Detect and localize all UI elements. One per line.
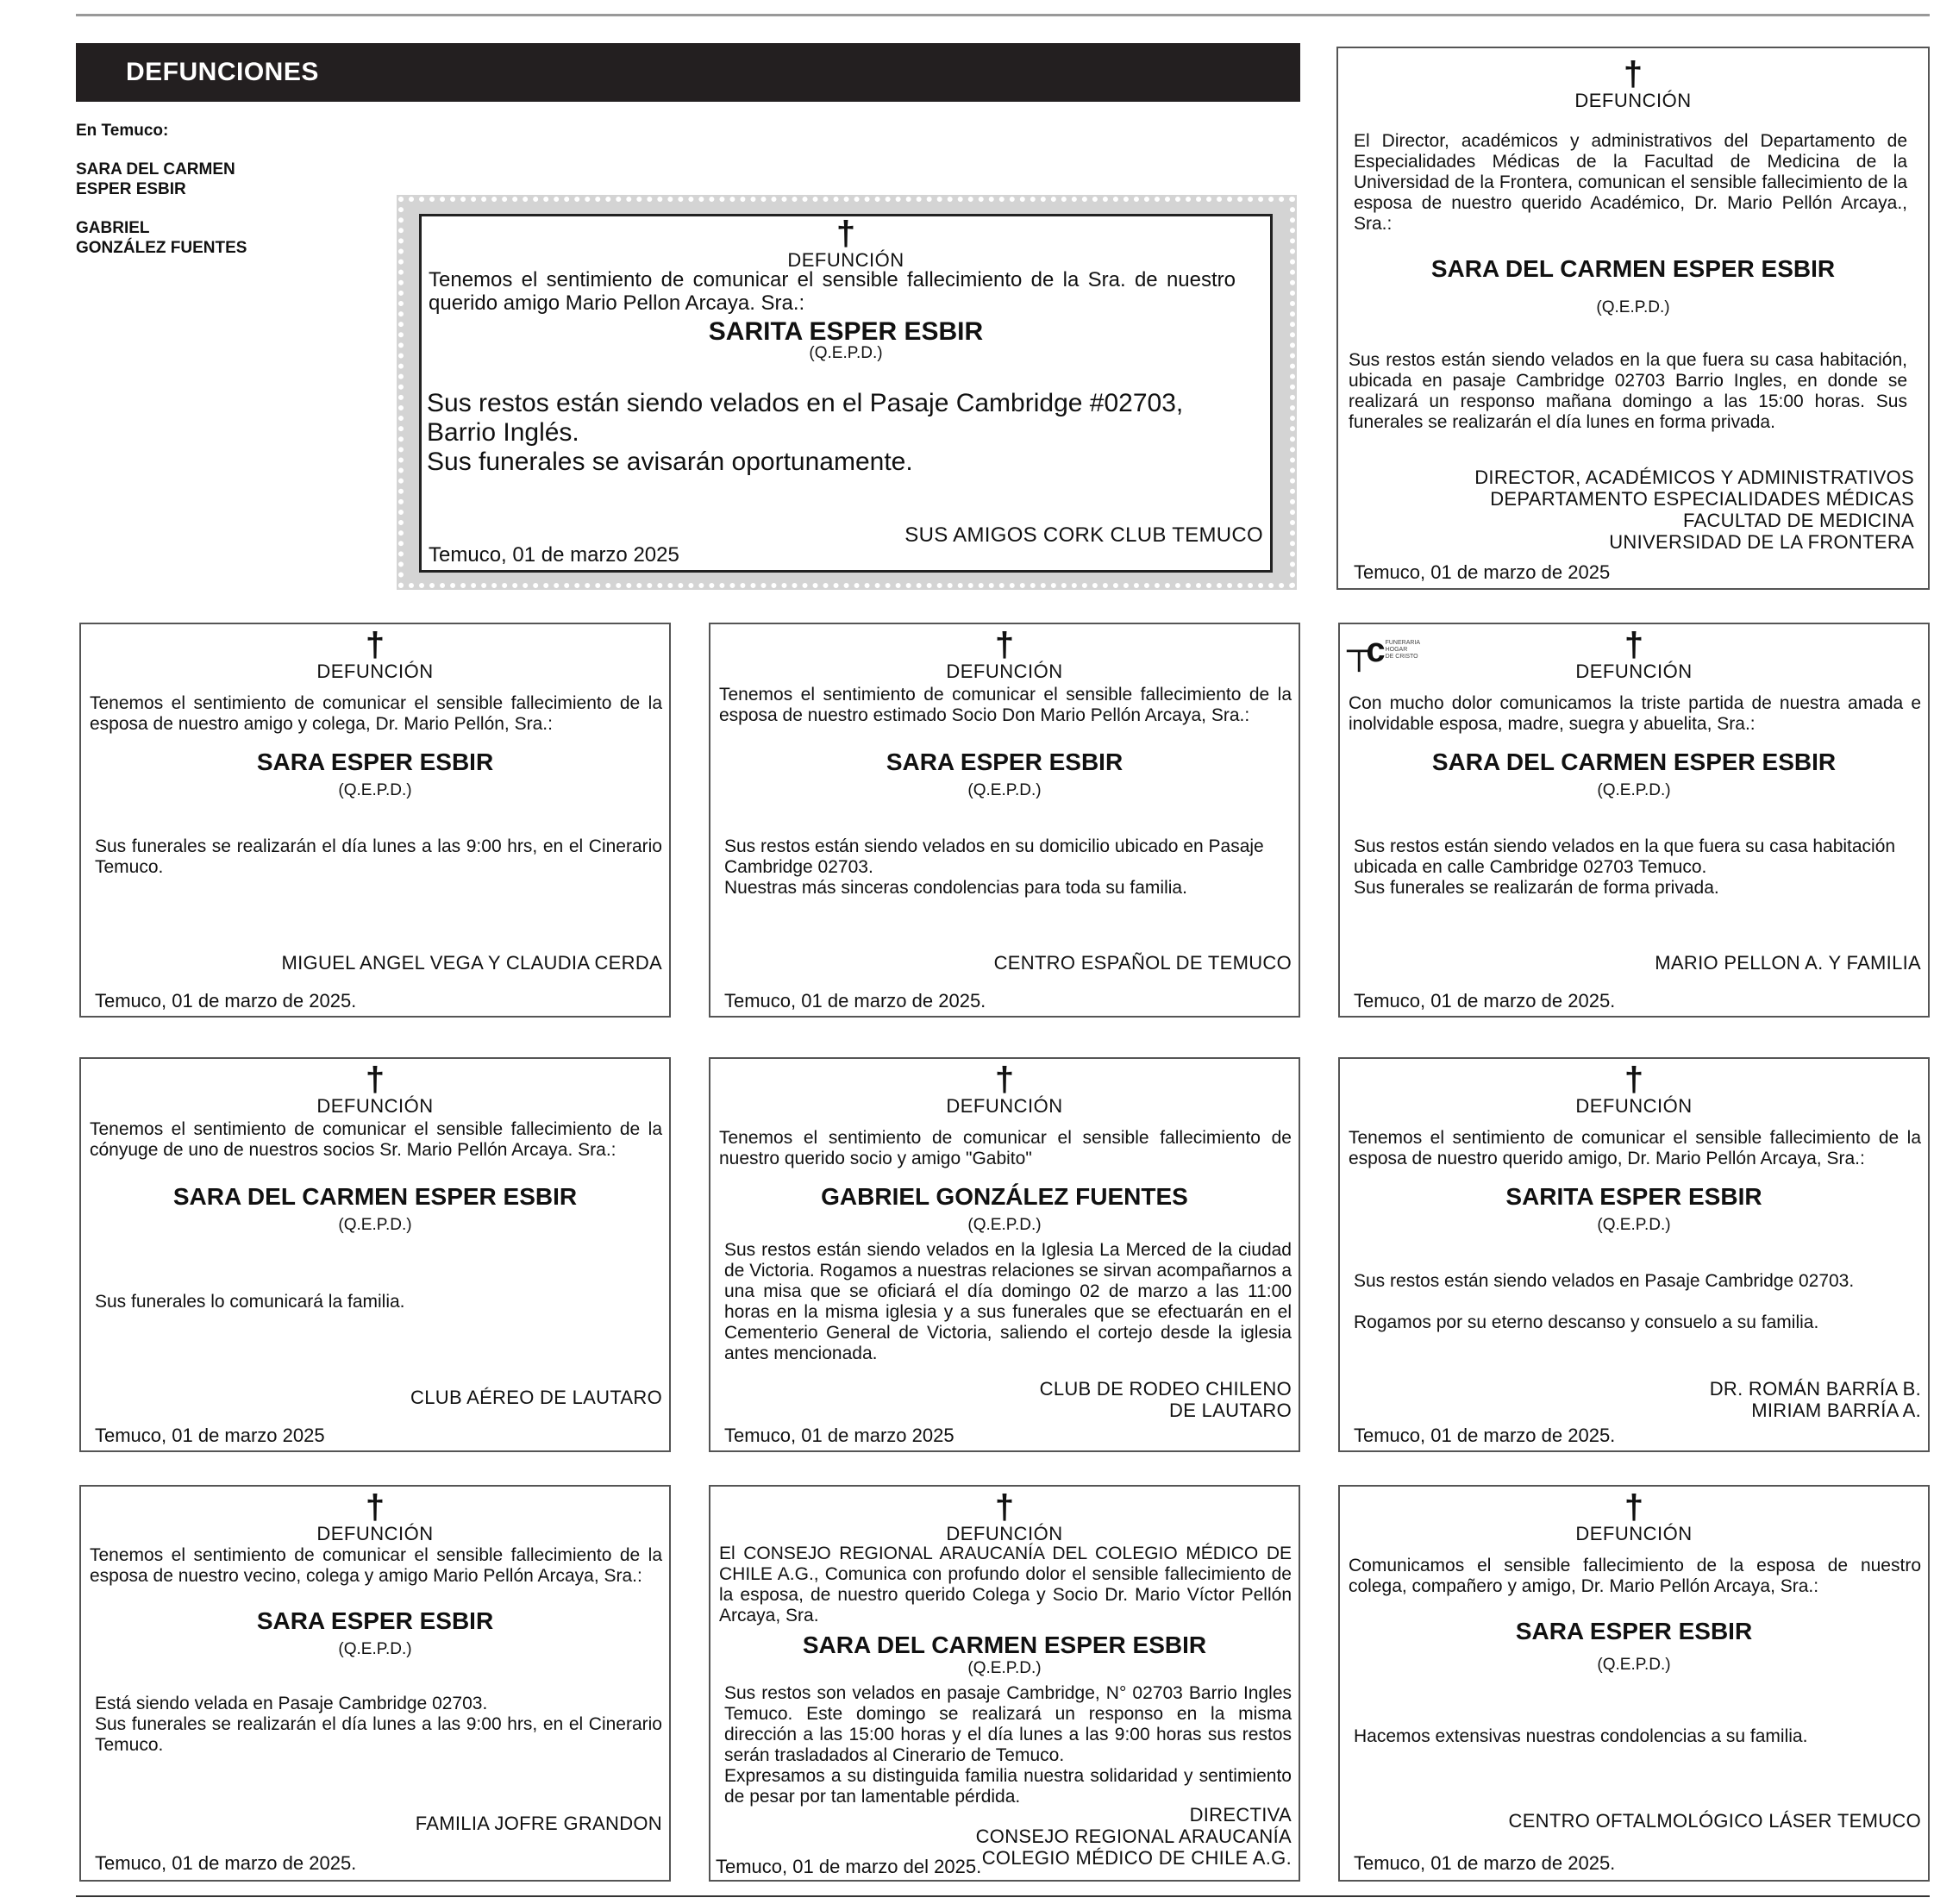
- notice-body: Sus funerales lo comunicará la familia.: [95, 1292, 405, 1312]
- funeral-logo-text: FUNERARIA HOGAR DE CRISTO: [1385, 640, 1421, 660]
- notice-intro: El Director, académicos y administrativos del Departamento de Especialidades Médicas de la Facultad de Medicina de la Universidad de la Frontera, comunican el sensible fallecimiento de la esposa de nuestro querido Académico, Dr. Mario Pellón Arcaya., Sra.:: [1354, 131, 1907, 234]
- notice-date: Temuco, 01 de marzo 2025: [724, 1425, 954, 1446]
- sidebar-name: SARA DEL CARMEN ESPER ESBIR: [76, 160, 235, 198]
- notice-intro: Tenemos el sentimiento de comunicar el sensible fallecimiento de nuestro querido socio y amigo "Gabito": [719, 1128, 1292, 1168]
- notice-body: Sus restos están siendo velados en su domicilio ubicado en Pasaje Cambridge 02703. Nuestras más sinceras condolencias para toda su familia.: [724, 836, 1264, 898]
- notice-date: Temuco, 01 de marzo de 2025: [1354, 561, 1611, 583]
- notice-card: [1338, 1057, 1930, 1452]
- notice-date: Temuco, 01 de marzo 2025: [95, 1425, 325, 1446]
- notice-card: [419, 214, 1273, 573]
- qepd-label: (Q.E.P.D.): [338, 1216, 412, 1234]
- qepd-label: (Q.E.P.D.): [338, 1640, 412, 1658]
- qepd-label: (Q.E.P.D.): [809, 344, 883, 362]
- deceased-name: SARA DEL CARMEN ESPER ESBIR: [802, 1632, 1207, 1658]
- deceased-name: GABRIEL GONZÁLEZ FUENTES: [821, 1183, 1188, 1210]
- sidebar: [76, 121, 360, 277]
- cross-icon: †: [1623, 55, 1643, 93]
- notice-card: [709, 623, 1300, 1018]
- notice-signature: DR. ROMÁN BARRÍA B. MIRIAM BARRÍA A.: [1709, 1378, 1921, 1421]
- notice-card: [79, 1057, 671, 1452]
- sidebar-name: GABRIEL GONZÁLEZ FUENTES: [76, 219, 247, 257]
- notice-label: DEFUNCIÓN: [316, 1523, 434, 1544]
- qepd-label: (Q.E.P.D.): [967, 781, 1042, 799]
- notice-label: DEFUNCIÓN: [316, 1095, 434, 1117]
- notice-label: DEFUNCIÓN: [1575, 661, 1693, 682]
- deceased-name: SARA DEL CARMEN ESPER ESBIR: [172, 1183, 578, 1210]
- notice-signature: SUS AMIGOS CORK CLUB TEMUCO: [904, 523, 1263, 547]
- deceased-name: SARA ESPER ESBIR: [886, 748, 1123, 775]
- cross-icon: †: [994, 626, 1015, 664]
- notice-label: DEFUNCIÓN: [946, 1523, 1063, 1544]
- notice-label: DEFUNCIÓN: [316, 661, 434, 682]
- notice-card: [709, 1057, 1300, 1452]
- notice-signature: DIRECTIVA CONSEJO REGIONAL ARAUCANÍA COLEGIO MÉDICO DE CHILE A.G.: [975, 1804, 1292, 1869]
- notice-signature: CENTRO ESPAÑOL DE TEMUCO: [993, 952, 1292, 974]
- notice-label: DEFUNCIÓN: [787, 249, 904, 271]
- cross-icon: †: [1624, 626, 1644, 664]
- notice-card: [709, 1485, 1300, 1882]
- notice-intro: Tenemos el sentimiento de comunicar el sensible fallecimiento de la cónyuge de uno de nuestros socios Sr. Mario Pellón Arcaya. Sra.:: [90, 1119, 662, 1160]
- notice-signature: DIRECTOR, ACADÉMICOS Y ADMINISTRATIVOS DEPARTAMENTO ESPECIALIDADES MÉDICAS FACULTAD DE MEDICINA UNIVERSIDAD DE LA FRONTERA: [1474, 467, 1914, 553]
- cross-icon: †: [365, 626, 385, 664]
- notice-intro: Tenemos el sentimiento de comunicar el sensible fallecimiento de la esposa de nuestro estimado Socio Don Mario Pellón Arcaya, Sra.:: [719, 685, 1292, 725]
- notice-body: Sus restos están siendo velados en la Iglesia La Merced de la ciudad de Victoria. Rogamos a nuestras relaciones se sirvan acompañarnos a una misa que se oficiará el día domingo 02 de marzo a las 11:00 horas en la misma iglesia y a sus funerales que se efectuarán en el Cementerio General de Victoria, saliendo el cortejo desde la iglesia antes mencionada.: [724, 1240, 1292, 1363]
- qepd-label: (Q.E.P.D.): [967, 1659, 1042, 1677]
- notice-body: Sus restos están siendo velados en la que fuera su casa habitación ubicada en calle Cambridge 02703 Temuco. Sus funerales se realizarán de forma privada.: [1354, 836, 1896, 898]
- section-title: DEFUNCIONES: [76, 43, 1300, 102]
- notice-signature: CENTRO OFTALMOLÓGICO LÁSER TEMUCO: [1508, 1810, 1921, 1832]
- notice-intro: El CONSEJO REGIONAL ARAUCANÍA DEL COLEGIO MÉDICO DE CHILE A.G., Comunica con profundo dolor el sensible fallecimiento de la esposa, de nuestro querido Colega y Socio Dr. Mario Víctor Pellón Arcaya, Sra.: [719, 1544, 1292, 1625]
- notice-intro: Comunicamos el sensible fallecimiento de la esposa de nuestro colega, compañero y amigo, Dr. Mario Pellón Arcaya, Sra.:: [1349, 1556, 1921, 1596]
- bottom-rule: [76, 1895, 1930, 1897]
- notice-body: Está siendo velada en Pasaje Cambridge 02703. Sus funerales se realizarán el día lunes a las 9:00 hrs, en el Cinerario Temuco.: [95, 1694, 662, 1755]
- cross-icon: †: [994, 1488, 1015, 1526]
- qepd-label: (Q.E.P.D.): [1597, 781, 1671, 799]
- deceased-name: SARA ESPER ESBIR: [256, 1607, 494, 1634]
- notice-body: Sus restos son velados en pasaje Cambridge, N° 02703 Barrio Ingles Temuco. Este domingo se realizará un responso en la misma dirección a las 15:00 horas y el día lunes a las 9:00 horas sus restos serán trasladados al Cinerario de Temuco. Expresamos a su distinguida familia nuestra solidaridad y sentimiento de pesar por tan lamentable pérdida.: [724, 1683, 1292, 1807]
- notice-date: Temuco, 01 de marzo de 2025.: [1354, 990, 1616, 1012]
- notice-date: Temuco, 01 de marzo de 2025.: [1354, 1425, 1616, 1446]
- cross-icon: †: [365, 1061, 385, 1099]
- deceased-name: SARITA ESPER ESBIR: [1505, 1183, 1762, 1210]
- qepd-label: (Q.E.P.D.): [338, 781, 412, 799]
- notice-label: DEFUNCIÓN: [1575, 1523, 1693, 1544]
- notice-intro: Tenemos el sentimiento de comunicar el sensible fallecimiento de la esposa de nuestro vecino, colega y amigo Mario Pellón Arcaya, Sra.:: [90, 1545, 662, 1586]
- notice-body: Sus restos están siendo velados en el Pasaje Cambridge #02703, Barrio Inglés. Sus funerales se avisarán oportunamente.: [427, 389, 1184, 476]
- notice-body: Sus restos están siendo velados en Pasaje Cambridge 02703. Rogamos por su eterno descanso y consuelo a su familia.: [1354, 1271, 1855, 1332]
- notice-intro: Con mucho dolor comunicamos la triste partida de nuestra amada e inolvidable esposa, madre, suegra y abuelita, Sra.:: [1349, 693, 1921, 734]
- deceased-name: SARITA ESPER ESBIR: [708, 317, 984, 346]
- notice-signature: MIGUEL ANGEL VEGA Y CLAUDIA CERDA: [281, 952, 662, 974]
- notice-intro: Tenemos el sentimiento de comunicar el sensible fallecimiento de la esposa de nuestro amigo y colega, Dr. Mario Pellón, Sra.:: [90, 693, 662, 734]
- notice-card: [79, 623, 671, 1018]
- notice-date: Temuco, 01 de marzo de 2025.: [95, 990, 357, 1012]
- notice-label: DEFUNCIÓN: [946, 1095, 1063, 1117]
- deceased-name: SARA ESPER ESBIR: [256, 748, 494, 775]
- notice-body: Sus funerales se realizarán el día lunes a las 9:00 hrs, en el Cinerario Temuco.: [95, 836, 662, 877]
- deceased-name: SARA ESPER ESBIR: [1515, 1618, 1753, 1644]
- notice-signature: FAMILIA JOFRE GRANDON: [415, 1813, 662, 1834]
- cross-icon: †: [1624, 1488, 1644, 1526]
- notice-label: DEFUNCIÓN: [946, 661, 1063, 682]
- notice-date: Temuco, 01 de marzo 2025: [429, 543, 679, 567]
- notice-body: Hacemos extensivas nuestras condolencias a su familia.: [1354, 1726, 1808, 1746]
- cross-icon: †: [365, 1488, 385, 1526]
- top-rule: [76, 14, 1930, 16]
- notice-signature: CLUB AÉREO DE LAUTARO: [410, 1387, 662, 1408]
- notice-date: Temuco, 01 de marzo del 2025.: [716, 1856, 982, 1877]
- notice-body: Sus restos están siendo velados en la que fuera su casa habitación, ubicada en pasaje Cambridge 02703 Barrio Ingles, en donde se realizará un responso mañana domingo a las 15:00 horas. Sus funerales se realizarán el día lunes en forma privada.: [1349, 350, 1907, 432]
- cross-icon: †: [1624, 1061, 1644, 1099]
- notice-card: [1336, 47, 1930, 590]
- deceased-name: SARA DEL CARMEN ESPER ESBIR: [1431, 748, 1837, 775]
- qepd-label: (Q.E.P.D.): [1597, 1216, 1671, 1234]
- notice-date: Temuco, 01 de marzo de 2025.: [724, 990, 986, 1012]
- deceased-name: SARA DEL CARMEN ESPER ESBIR: [1430, 255, 1836, 282]
- notice-intro: Tenemos el sentimiento de comunicar el sensible fallecimiento de la esposa de nuestro querido amigo, Dr. Mario Pellón Arcaya, Sra.:: [1349, 1128, 1921, 1168]
- cross-icon: †: [994, 1061, 1015, 1099]
- notice-date: Temuco, 01 de marzo de 2025.: [95, 1852, 357, 1874]
- notice-signature: CLUB DE RODEO CHILENO DE LAUTARO: [1039, 1378, 1292, 1421]
- qepd-label: (Q.E.P.D.): [967, 1216, 1042, 1234]
- notice-intro: Tenemos el sentimiento de comunicar el sensible fallecimiento de la Sra. de nuestro querido amigo Mario Pellon Arcaya. Sra.:: [429, 268, 1236, 315]
- notice-card: [79, 1485, 671, 1882]
- notice-signature: MARIO PELLON A. Y FAMILIA: [1655, 952, 1921, 974]
- notice-label: DEFUNCIÓN: [1575, 1095, 1693, 1117]
- qepd-label: (Q.E.P.D.): [1597, 1656, 1671, 1674]
- notice-card: [1338, 623, 1930, 1018]
- notice-label: DEFUNCIÓN: [1574, 90, 1692, 111]
- notice-card: [1338, 1485, 1930, 1882]
- sidebar-city: En Temuco:: [76, 122, 169, 140]
- funeral-logo-icon: ┬c: [1347, 631, 1380, 669]
- cross-icon: †: [836, 215, 856, 253]
- qepd-label: (Q.E.P.D.): [1596, 298, 1670, 316]
- notice-date: Temuco, 01 de marzo de 2025.: [1354, 1852, 1616, 1874]
